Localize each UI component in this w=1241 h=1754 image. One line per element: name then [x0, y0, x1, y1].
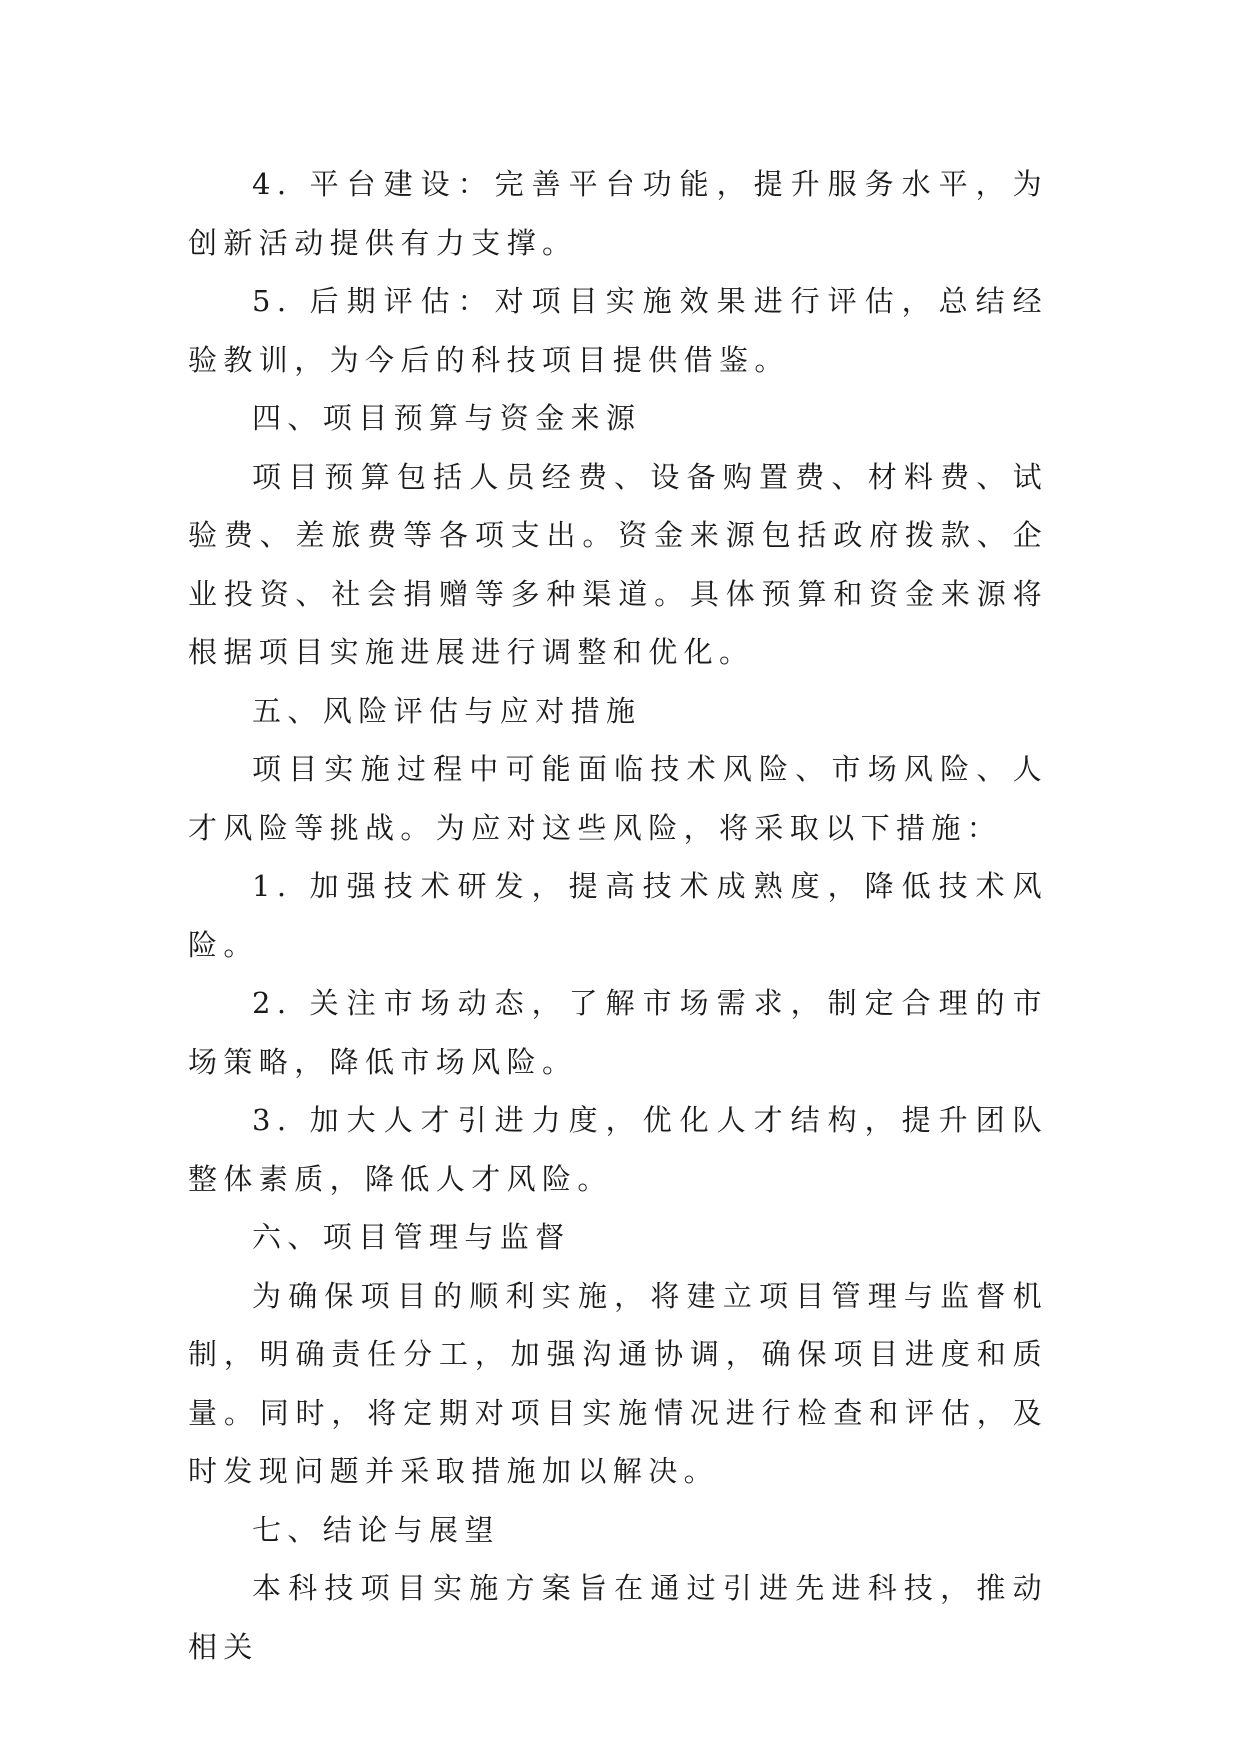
- list-item-post-evaluation: 5. 后期评估：对项目实施效果进行评估，总结经验教训，为今后的科技项目提供借鉴。: [188, 284, 1048, 377]
- body-paragraph-budget: 项目预算包括人员经费、设备购置费、材料费、试验费、差旅费等各项支出。资金来源包括政府拨款、企业投资、社会捐赠等多种渠道。具体预算和资金来源将根据项目实施进展进行调整和优化。: [188, 459, 1048, 669]
- section-heading-conclusion: 七、结论与展望: [252, 1512, 500, 1547]
- body-paragraph-risk: 项目实施过程中可能面临技术风险、市场风险、人才风险等挑战。为应对这些风险，将采取以下措施：: [188, 752, 1048, 845]
- section-heading-risk: 五、风险评估与应对措施: [252, 693, 642, 728]
- section-heading-budget: 四、项目预算与资金来源: [252, 401, 642, 435]
- list-item-talent-risk: 3. 加大人才引进力度，优化人才结构，提升团队整体素质，降低人才风险。: [188, 1103, 1048, 1196]
- document-body: [188, 155, 1048, 1676]
- body-paragraph-conclusion: 本科技项目实施方案旨在通过引进先进科技，推动相关: [188, 1571, 1048, 1664]
- section-heading-management: 六、项目管理与监督: [252, 1220, 571, 1254]
- list-item-tech-risk: 1. 加强技术研发，提高技术成熟度，降低技术风险。: [188, 869, 1048, 962]
- list-item-market-risk: 2. 关注市场动态，了解市场需求，制定合理的市场策略，降低市场风险。: [188, 986, 1048, 1079]
- body-paragraph-management: 为确保项目的顺利实施，将建立项目管理与监督机制，明确责任分工，加强沟通协调，确保项目进度和质量。同时，将定期对项目实施情况进行检查和评估，及时发现问题并采取措施加以解决。: [188, 1278, 1048, 1488]
- list-item-platform-construction: 4. 平台建设：完善平台功能，提升服务水平，为创新活动提供有力支撑。: [188, 167, 1048, 260]
